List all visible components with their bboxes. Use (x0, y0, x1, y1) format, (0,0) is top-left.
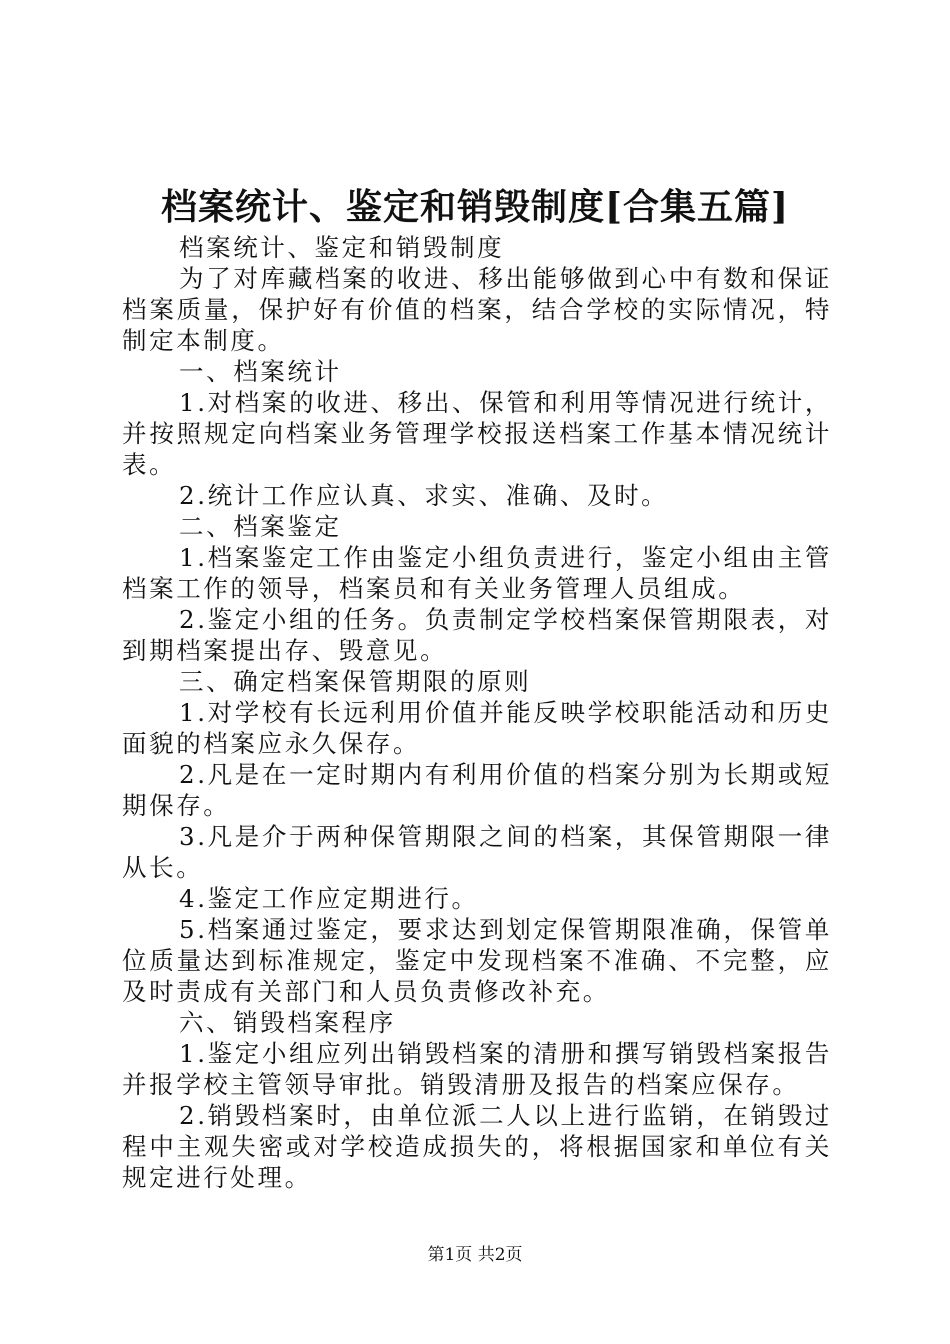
section-subtitle: 档案统计、鉴定和销毁制度 (179, 233, 505, 262)
paragraph-retention-3: 3.凡是介于两种保管期限之间的档案，其保管期限一律从长。 (122, 822, 832, 882)
paragraph-appraisal-1: 1.档案鉴定工作由鉴定小组负责进行，鉴定小组由主管档案工作的领导，档案员和有关业务管理人员组成。 (122, 543, 832, 603)
paragraph-appraisal-2: 2.鉴定小组的任务。负责制定学校档案保管期限表，对到期档案提出存、毁意见。 (122, 605, 832, 665)
intro-paragraph: 为了对库藏档案的收进、移出能够做到心中有数和保证档案质量，保护好有价值的档案，结合学校的实际情况，特制定本制度。 (122, 264, 832, 355)
paragraph-retention-2: 2.凡是在一定时期内有利用价值的档案分别为长期或短期保存。 (122, 760, 832, 820)
heading-appraisal: 二、档案鉴定 (179, 512, 342, 541)
heading-destruction: 六、销毁档案程序 (179, 1008, 396, 1037)
document-body (122, 232, 832, 1193)
paragraph-retention-5: 5.档案通过鉴定，要求达到划定保管期限准确，保管单位质量达到标准规定，鉴定中发现档案不准确、不完整，应及时责成有关部门和人员负责修改补充。 (122, 915, 832, 1006)
heading-retention-principles: 三、确定档案保管期限的原则 (179, 667, 532, 696)
paragraph-destruction-1: 1.鉴定小组应列出销毁档案的清册和撰写销毁档案报告并报学校主管领导审批。销毁清册及报告的档案应保存。 (122, 1039, 832, 1099)
heading-statistics: 一、档案统计 (179, 357, 342, 386)
page-footer: 第1页 共2页 (427, 1245, 523, 1265)
paragraph-statistics-1: 1.对档案的收进、移出、保管和利用等情况进行统计，并按照规定向档案业务管理学校报送档案工作基本情况统计表。 (122, 388, 832, 479)
paragraph-destruction-2: 2.销毁档案时，由单位派二人以上进行监销，在销毁过程中主观失密或对学校造成损失的，将根据国家和单位有关规定进行处理。 (122, 1101, 832, 1192)
document-title: 档案统计、鉴定和销毁制度[合集五篇] (160, 186, 790, 228)
paragraph-retention-1: 1.对学校有长远利用价值并能反映学校职能活动和历史面貌的档案应永久保存。 (122, 698, 832, 758)
paragraph-retention-4: 4.鉴定工作应定期进行。 (179, 884, 479, 913)
paragraph-statistics-2: 2.统计工作应认真、求实、准确、及时。 (179, 481, 669, 510)
